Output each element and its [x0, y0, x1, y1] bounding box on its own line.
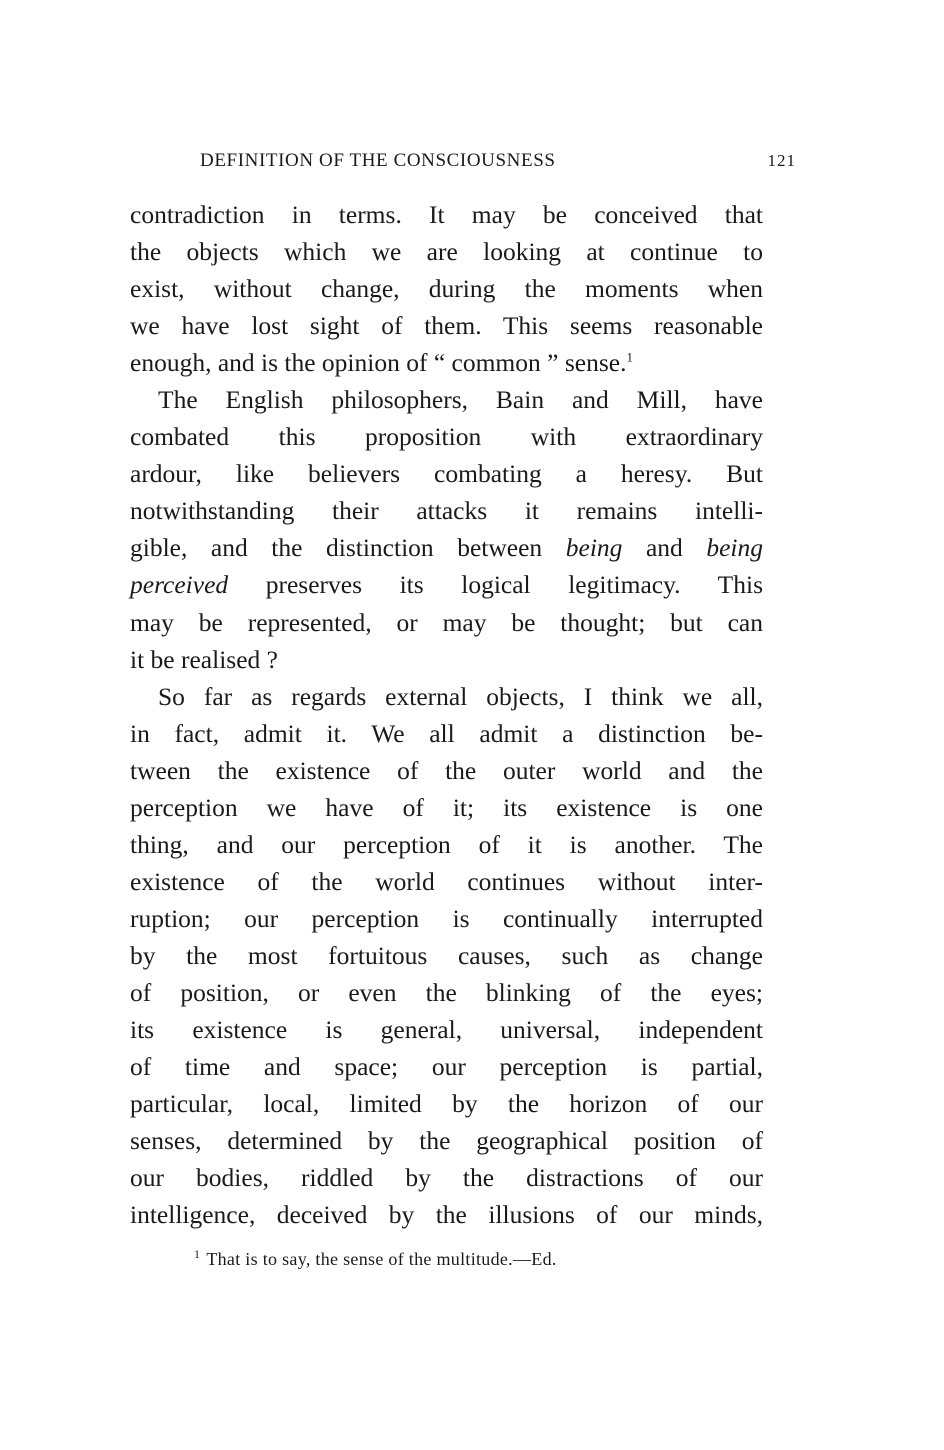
text-fragment: and: [622, 533, 707, 563]
footnote: [194, 1249, 557, 1270]
text-line: So far as regards external objects, I think we all,: [158, 681, 763, 711]
text-line: tween the existence of the outer world and the: [130, 755, 763, 785]
text-line: in fact, admit it. We all admit a distinction be-: [130, 718, 763, 748]
text-line-content: gible, and the distinction between: [130, 533, 543, 563]
footnote-text: That is to say, the sense of the multitude.—Ed.: [206, 1249, 557, 1269]
text-line: perception we have of it; its existence is one: [130, 792, 763, 822]
text-line: senses, determined by the geographical position of: [130, 1126, 763, 1156]
footnote-reference[interactable]: 1: [626, 349, 633, 365]
italic-term: being: [706, 533, 763, 563]
text-line: ardour, like believers combating a heresy. But: [130, 459, 763, 489]
text-line: combated this proposition with extraordinary: [130, 422, 763, 452]
text-line: its existence is general, universal, independent: [130, 1015, 763, 1045]
text-line: contradiction in terms. It may be conceived that: [130, 200, 763, 229]
text-line: by the most fortuitous causes, such as change: [130, 940, 763, 970]
text-line: exist, without change, during the moments when: [130, 274, 763, 304]
text-line: may be represented, or may be thought; but can: [130, 607, 763, 637]
italic-term: being: [565, 533, 623, 563]
page-number: 121: [767, 151, 796, 170]
text-line: the objects which we are looking at continue to: [130, 237, 763, 267]
text-line: [130, 529, 763, 566]
text-line: The English philosophers, Bain and Mill, have: [158, 385, 763, 415]
text-line: [130, 344, 763, 381]
body-text: [130, 196, 763, 1233]
text-line-content: preserves its logical legitimacy. This: [265, 570, 763, 600]
text-line: intelligence, deceived by the illusions of our minds,: [130, 1200, 763, 1230]
italic-term: perceived: [130, 570, 229, 600]
text-line: we have lost sight of them. This seems reasonable: [130, 311, 763, 341]
running-head: [200, 150, 796, 180]
text-line: ruption; our perception is continually interrupted: [130, 903, 763, 933]
running-head-title: DEFINITION OF THE CONSCIOUSNESS: [200, 150, 556, 171]
text-line: thing, and our perception of it is another. The: [130, 829, 763, 859]
text-line-content: enough, and is the opinion of “ common ” sense.: [130, 348, 627, 378]
text-line: it be realised ?: [130, 644, 278, 674]
text-line: of position, or even the blinking of the eyes;: [130, 977, 763, 1007]
text-line: existence of the world continues without inter-: [130, 866, 763, 896]
text-line: our bodies, riddled by the distractions of our: [130, 1163, 763, 1193]
text-line: of time and space; our perception is partial,: [130, 1052, 763, 1082]
text-line: [130, 566, 763, 603]
footnote-marker: 1: [194, 1247, 201, 1261]
text-line: particular, local, limited by the horizon of our: [130, 1089, 763, 1119]
text-line: notwithstanding their attacks it remains intelli-: [130, 496, 763, 526]
